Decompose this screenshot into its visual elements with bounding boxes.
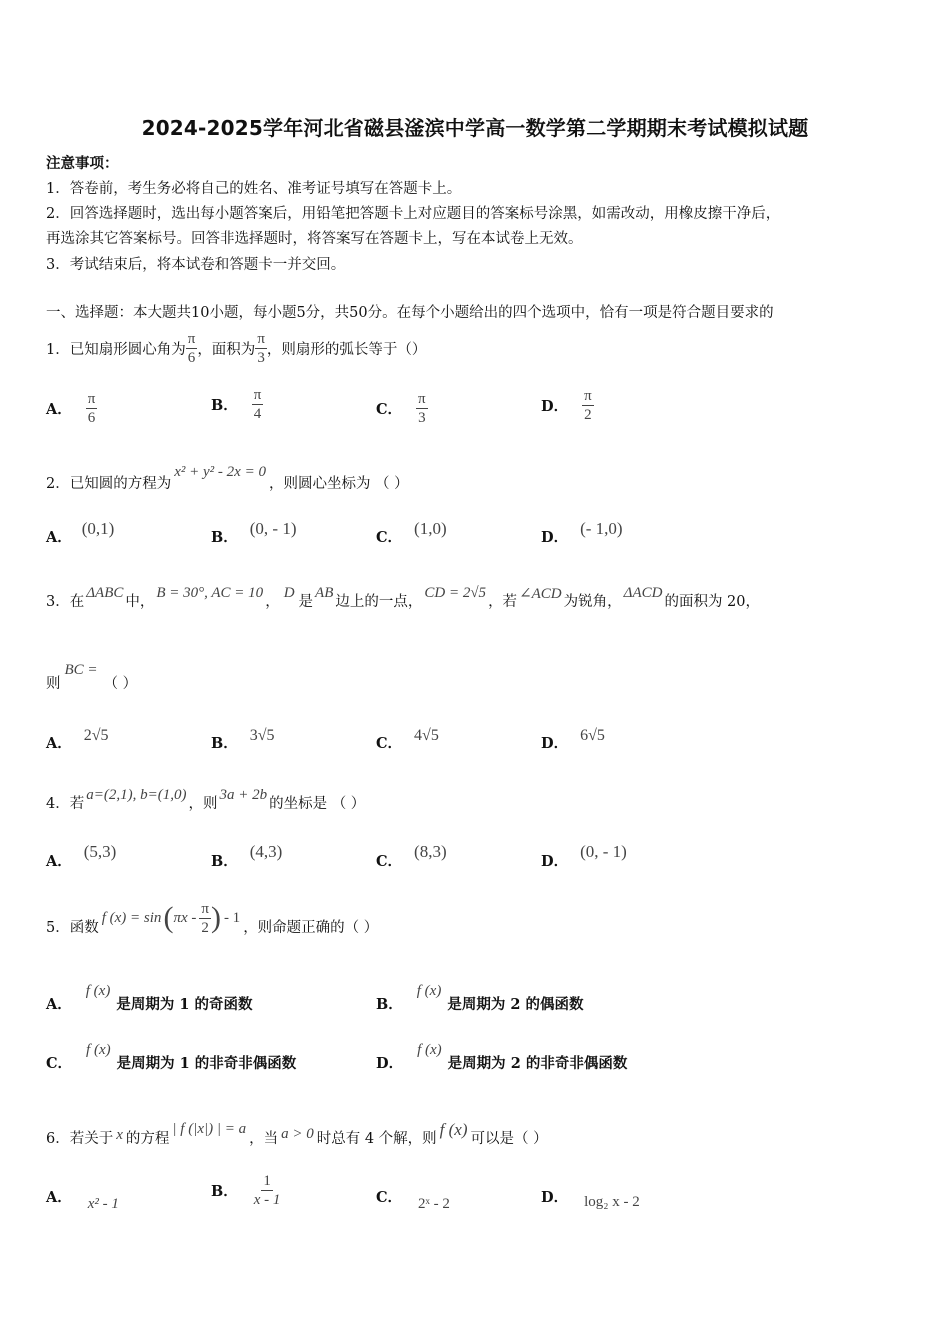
option-a[interactable]: [46, 842, 117, 871]
option-a[interactable]: [46, 390, 97, 427]
option-b[interactable]: [211, 842, 283, 871]
notice-item-2-cont: 再选涂其它答案标号。回答非选择题时，将答案写在答题卡上，写在本试卷上无效。: [46, 231, 583, 247]
question-number: 2．: [46, 476, 70, 492]
option-value: log₂ x - 2: [584, 1194, 640, 1210]
option-b[interactable]: [211, 727, 275, 753]
option-label: B．: [211, 1183, 238, 1200]
option-label: C．: [376, 401, 403, 418]
frac-den: 2: [584, 407, 592, 423]
option-value: [252, 386, 264, 423]
option-value: [86, 390, 98, 427]
question-number: 4．: [46, 796, 70, 812]
question-text: 若关于: [69, 1131, 114, 1147]
notice-item-1: 1．答卷前，考生务必将自己的姓名、准考证号填写在答题卡上。: [46, 181, 462, 197]
option-label: A．: [46, 401, 72, 418]
option-d[interactable]: [541, 519, 623, 547]
option-d[interactable]: [541, 842, 627, 871]
option-label: B．: [376, 996, 403, 1013]
question-text: ，则圆心坐标为 （ ）: [268, 476, 409, 492]
option-label: A．: [46, 735, 72, 752]
option-value: (- 1,0): [580, 519, 623, 538]
option-value: 3√5: [249, 727, 275, 744]
option-b[interactable]: [376, 983, 584, 1014]
frac-den: x - 1: [253, 1192, 281, 1208]
question-number: 1．: [46, 342, 70, 358]
option-text: 是周期为 1 的奇函数: [116, 996, 253, 1013]
option-label: B．: [211, 853, 238, 870]
math-equation: | f (|x|) | = a: [172, 1121, 247, 1137]
option-a[interactable]: [46, 1186, 119, 1212]
option-d[interactable]: [541, 727, 605, 753]
math-given: B = 30°, AC = 10: [156, 585, 264, 601]
math-expression: 3a + 2b: [219, 787, 268, 803]
option-value: (4,3): [249, 842, 283, 861]
option-label: D．: [541, 1189, 569, 1206]
frac-den: 2: [201, 919, 209, 936]
question-text: ，当: [249, 1131, 279, 1147]
math-triangle-acd: ΔACD: [623, 585, 663, 601]
option-math: f (x): [417, 1042, 442, 1058]
question-3-cont: [46, 662, 138, 693]
question-text: ，若: [488, 594, 518, 610]
option-label: A．: [46, 996, 72, 1013]
question-text: 已知扇形圆心角为: [69, 342, 186, 358]
option-a[interactable]: [46, 727, 109, 753]
option-value: 2ˣ - 2: [418, 1196, 450, 1212]
question-3: [46, 585, 761, 611]
option-label: A．: [46, 853, 72, 870]
option-b[interactable]: [211, 519, 297, 547]
question-text: 函数: [69, 919, 99, 936]
question-text: 中，: [125, 594, 155, 610]
option-label: A．: [46, 529, 72, 546]
option-d[interactable]: [541, 1186, 640, 1210]
question-text: 是: [298, 594, 314, 610]
question-text: 的坐标是 （ ）: [269, 796, 366, 812]
question-text: 时总有 4 个解，则: [316, 1131, 437, 1147]
question-text: （ ）: [103, 676, 138, 692]
math-tail: - 1: [223, 909, 241, 926]
option-label: A．: [46, 1189, 72, 1206]
frac-den: 6: [87, 410, 96, 426]
option-label: C．: [376, 735, 403, 752]
option-label: D．: [541, 735, 569, 752]
option-value: (0, - 1): [580, 842, 627, 861]
question-number: 3．: [46, 594, 70, 610]
fraction-area: [255, 330, 267, 367]
frac-den: 3: [418, 410, 426, 426]
math-triangle-abc: ΔABC: [86, 585, 124, 601]
option-label: C．: [376, 1189, 403, 1206]
frac-den: 6: [187, 350, 196, 366]
question-text: 已知圆的方程为: [69, 476, 172, 492]
option-math: f (x): [86, 1042, 111, 1058]
option-value: (1,0): [414, 519, 447, 538]
option-value: (5,3): [83, 842, 117, 861]
frac-num: π: [201, 900, 209, 917]
option-b[interactable]: [211, 386, 263, 423]
option-b[interactable]: [211, 1172, 282, 1209]
paren-open: (: [163, 901, 174, 934]
math-point-d: D: [283, 585, 295, 601]
question-text: 若: [69, 796, 85, 812]
question-number: 5．: [46, 919, 70, 936]
option-label: C．: [376, 853, 403, 870]
option-d[interactable]: [541, 387, 594, 424]
option-label: D．: [541, 853, 569, 870]
frac-den: 4: [253, 406, 262, 422]
frac-num: π: [253, 387, 262, 403]
option-a[interactable]: [46, 983, 253, 1014]
frac-num: 1: [263, 1173, 271, 1189]
option-c[interactable]: [376, 519, 447, 547]
option-math: f (x): [85, 983, 111, 999]
question-text: 边上的一点，: [335, 594, 423, 610]
option-value: 4√5: [414, 727, 439, 744]
fraction-angle: [186, 330, 198, 367]
math-cd: CD = 2√5: [424, 585, 487, 601]
frac-num: π: [418, 391, 426, 407]
option-label: B．: [211, 397, 238, 414]
math-lhs: f (x) = sin: [101, 909, 162, 926]
option-c[interactable]: [376, 390, 428, 427]
question-number: 6．: [46, 1131, 70, 1147]
paren-close: ): [210, 901, 221, 934]
math-condition: a > 0: [281, 1126, 314, 1142]
question-6: [46, 1119, 548, 1148]
option-value: x² - 1: [87, 1196, 119, 1212]
frac-num: π: [187, 331, 196, 347]
question-5: [46, 900, 378, 952]
option-label: B．: [211, 735, 238, 752]
option-value: 6√5: [580, 727, 605, 744]
option-math: f (x): [416, 983, 442, 999]
option-text: 是周期为 1 的非奇非偶函数: [116, 1055, 297, 1072]
frac-num: π: [584, 388, 592, 404]
option-a[interactable]: [46, 519, 115, 547]
math-inner: πx -: [173, 909, 197, 926]
question-text: 的方程: [125, 1131, 170, 1147]
question-text: 可以是（ ）: [470, 1131, 548, 1147]
option-label: C．: [376, 529, 403, 546]
option-label: D．: [541, 529, 569, 546]
option-value: (0, - 1): [249, 519, 297, 538]
math-segment-ab: AB: [315, 585, 334, 601]
question-text: ，: [265, 594, 280, 610]
option-c[interactable]: [376, 1186, 450, 1212]
option-text: 是周期为 2 的偶函数: [447, 996, 584, 1013]
function-definition: [102, 900, 240, 937]
option-text: 是周期为 2 的非奇非偶函数: [447, 1055, 628, 1072]
question-text: ，则命题正确的（ ）: [243, 919, 379, 936]
math-f: f (x): [439, 1119, 468, 1139]
question-text: 则: [46, 676, 61, 692]
notice-item-3: 3．考试结束后，将本试卷和答题卡一并交回。: [46, 257, 346, 273]
math-x: x: [116, 1127, 123, 1143]
option-d[interactable]: [376, 1042, 628, 1073]
equation: x² + y² - 2x = 0: [174, 464, 266, 480]
question-text: ，面积为: [197, 342, 256, 358]
option-value: [252, 1172, 283, 1209]
question-1: [46, 330, 426, 367]
option-c[interactable]: [376, 727, 439, 753]
option-value: (8,3): [414, 842, 447, 861]
section-heading: 一、选择题：本大题共10小题，每小题5分，共50分。在每个小题给出的四个选项中，恰有一项是符合题目要求的: [46, 305, 774, 321]
math-vectors: a=(2,1), b=(1,0): [86, 787, 187, 803]
option-value: 2√5: [83, 727, 109, 744]
notice-heading: 注意事项：: [46, 155, 119, 172]
page-title: 2024-2025学年河北省磁县滏滨中学高一数学第二学期期末考试模拟试题: [141, 116, 809, 140]
math-angle-acd: ∠ACD: [519, 586, 562, 602]
question-text: 在: [69, 594, 85, 610]
frac-num: π: [257, 331, 265, 347]
option-value: [582, 387, 594, 424]
option-c[interactable]: [46, 1042, 297, 1073]
question-text: ，则: [188, 796, 218, 812]
question-2: [46, 464, 409, 493]
option-label: D．: [541, 398, 569, 415]
frac-den: 3: [257, 350, 265, 366]
frac-num: π: [87, 391, 96, 407]
question-text: ，则扇形的弧长等于（）: [266, 342, 427, 358]
question-text: 的面积为 20，: [664, 594, 761, 610]
option-c[interactable]: [376, 842, 447, 871]
math-bc: BC =: [64, 662, 98, 678]
option-label: B．: [211, 529, 238, 546]
option-label: D．: [376, 1055, 404, 1072]
notice-item-2: 2．回答选择题时，选出每小题答案后，用铅笔把答题卡上对应题目的答案标号涂黑，如需改动，用橡皮擦干净后，: [46, 206, 781, 222]
option-label: C．: [46, 1055, 73, 1072]
option-value: [416, 390, 428, 427]
question-text: 为锐角，: [563, 594, 622, 610]
question-4: [46, 787, 366, 813]
fraction-half-pi: [199, 900, 211, 937]
option-value: (0,1): [81, 519, 115, 538]
